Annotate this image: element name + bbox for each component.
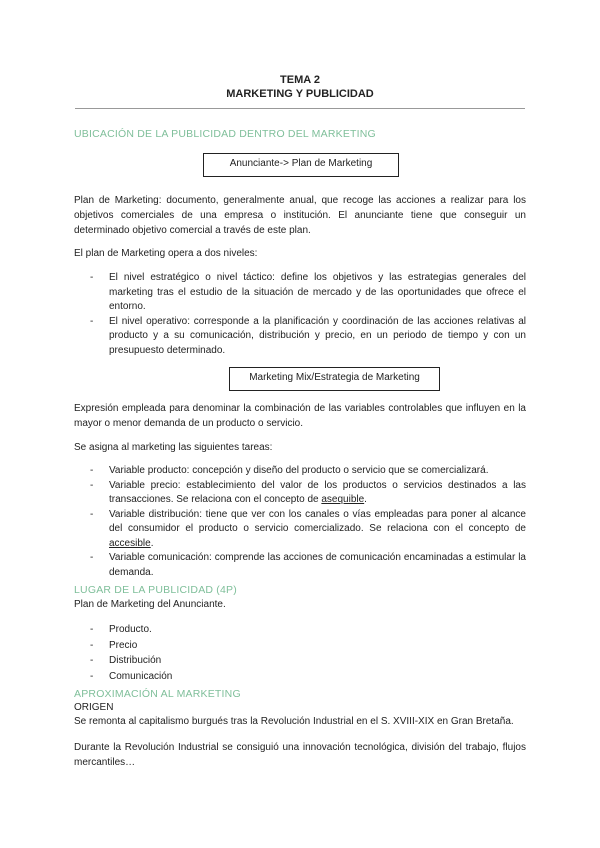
list-item-operative-level: - El nivel operativo: corresponde a la planificación y coordinación de las acciones relativas al producto y a su comunicación, distribución y precio, en un periodo de tiempo y con un presupuesto determinado. [90, 315, 526, 359]
four-p-list [90, 623, 526, 685]
list-item-variable-precio [90, 479, 526, 508]
paragraph-revolucion: Durante la Revolución Industrial se consiguió una innovación tecnológica, división del trabajo, flujos mercantiles… [74, 742, 526, 768]
paragraph-plan-definition: Plan de Marketing: documento, generalmente anual, que recoge las acciones a realizar para los objetivos comerciales de una empresa o institución. El anunciante tiene que conseguir un determinado objetivo comercial a través de este plan. [74, 195, 526, 236]
list-item-precio: - Precio [90, 639, 526, 654]
section-heading-lugar: LUGAR DE LA PUBLICIDAD (4P) [74, 584, 237, 596]
list-item-variable-comunicacion: - Variable comunicación: comprende las acciones de comunicación encaminadas a estimular la demanda. [90, 551, 526, 580]
precio-text: Variable precio: establecimiento del valor de los productos o servicios destinados a las transacciones. Se relaciona con el concepto de [109, 479, 526, 505]
paragraph-tasks-intro: Se asigna al marketing las siguientes tareas: [74, 442, 273, 453]
doc-title-topic: TEMA 2 [280, 74, 320, 86]
list-item-producto: - Producto. [90, 623, 526, 638]
subheading-origen: ORIGEN [74, 702, 114, 713]
distribucion-end: . [150, 537, 154, 549]
asequible-term: asequible [321, 494, 365, 505]
levels-list [90, 271, 526, 358]
tasks-list [90, 464, 526, 580]
precio-end: . [364, 494, 367, 505]
paragraph-origen: Se remonta al capitalismo burgués tras la Revolución Industrial en el S. XVIII-XIX en Gran Bretaña. [74, 716, 514, 727]
paragraph-plan-anunciante: Plan de Marketing del Anunciante. [74, 599, 226, 610]
title-divider [75, 108, 525, 109]
list-item-variable-distribucion [90, 508, 526, 552]
concept-box-anunciante: Anunciante-> Plan de Marketing [203, 153, 399, 177]
list-item-strategic-level: - El nivel estratégico o nivel táctico: define los objetivos y las estrategias generales del marketing tras el estudio de la situación de mercado y de las oportunidades que ofrece el entorno. [90, 271, 526, 315]
paragraph-two-levels: El plan de Marketing opera a dos niveles: [74, 248, 258, 259]
list-item-comunicacion: - Comunicación [90, 670, 526, 685]
section-heading-aproximacion: APROXIMACIÓN AL MARKETING [74, 688, 241, 700]
list-item-distribucion: - Distribución [90, 654, 526, 669]
paragraph-marketing-mix: Expresión empleada para denominar la combinación de las variables controlables que influyen en la mayor o menor demanda de un producto o servicio. [74, 403, 526, 429]
distribucion-text: Variable distribución: tiene que ver con los canales o vías empleadas para poner al alcance del consumidor el producto o servicio comercializado. Se relaciona con el concepto de [109, 508, 526, 534]
concept-box-marketing-mix: Marketing Mix/Estrategia de Marketing [229, 367, 440, 391]
section-heading-ubicacion: UBICACIÓN DE LA PUBLICIDAD DENTRO DEL MARKETING [74, 128, 376, 140]
accesible-term: accesible [109, 537, 151, 549]
doc-title-main: MARKETING Y PUBLICIDAD [226, 88, 374, 100]
list-item-variable-producto: - Variable producto: concepción y diseño del producto o servicio que se comercializará. [90, 464, 526, 479]
